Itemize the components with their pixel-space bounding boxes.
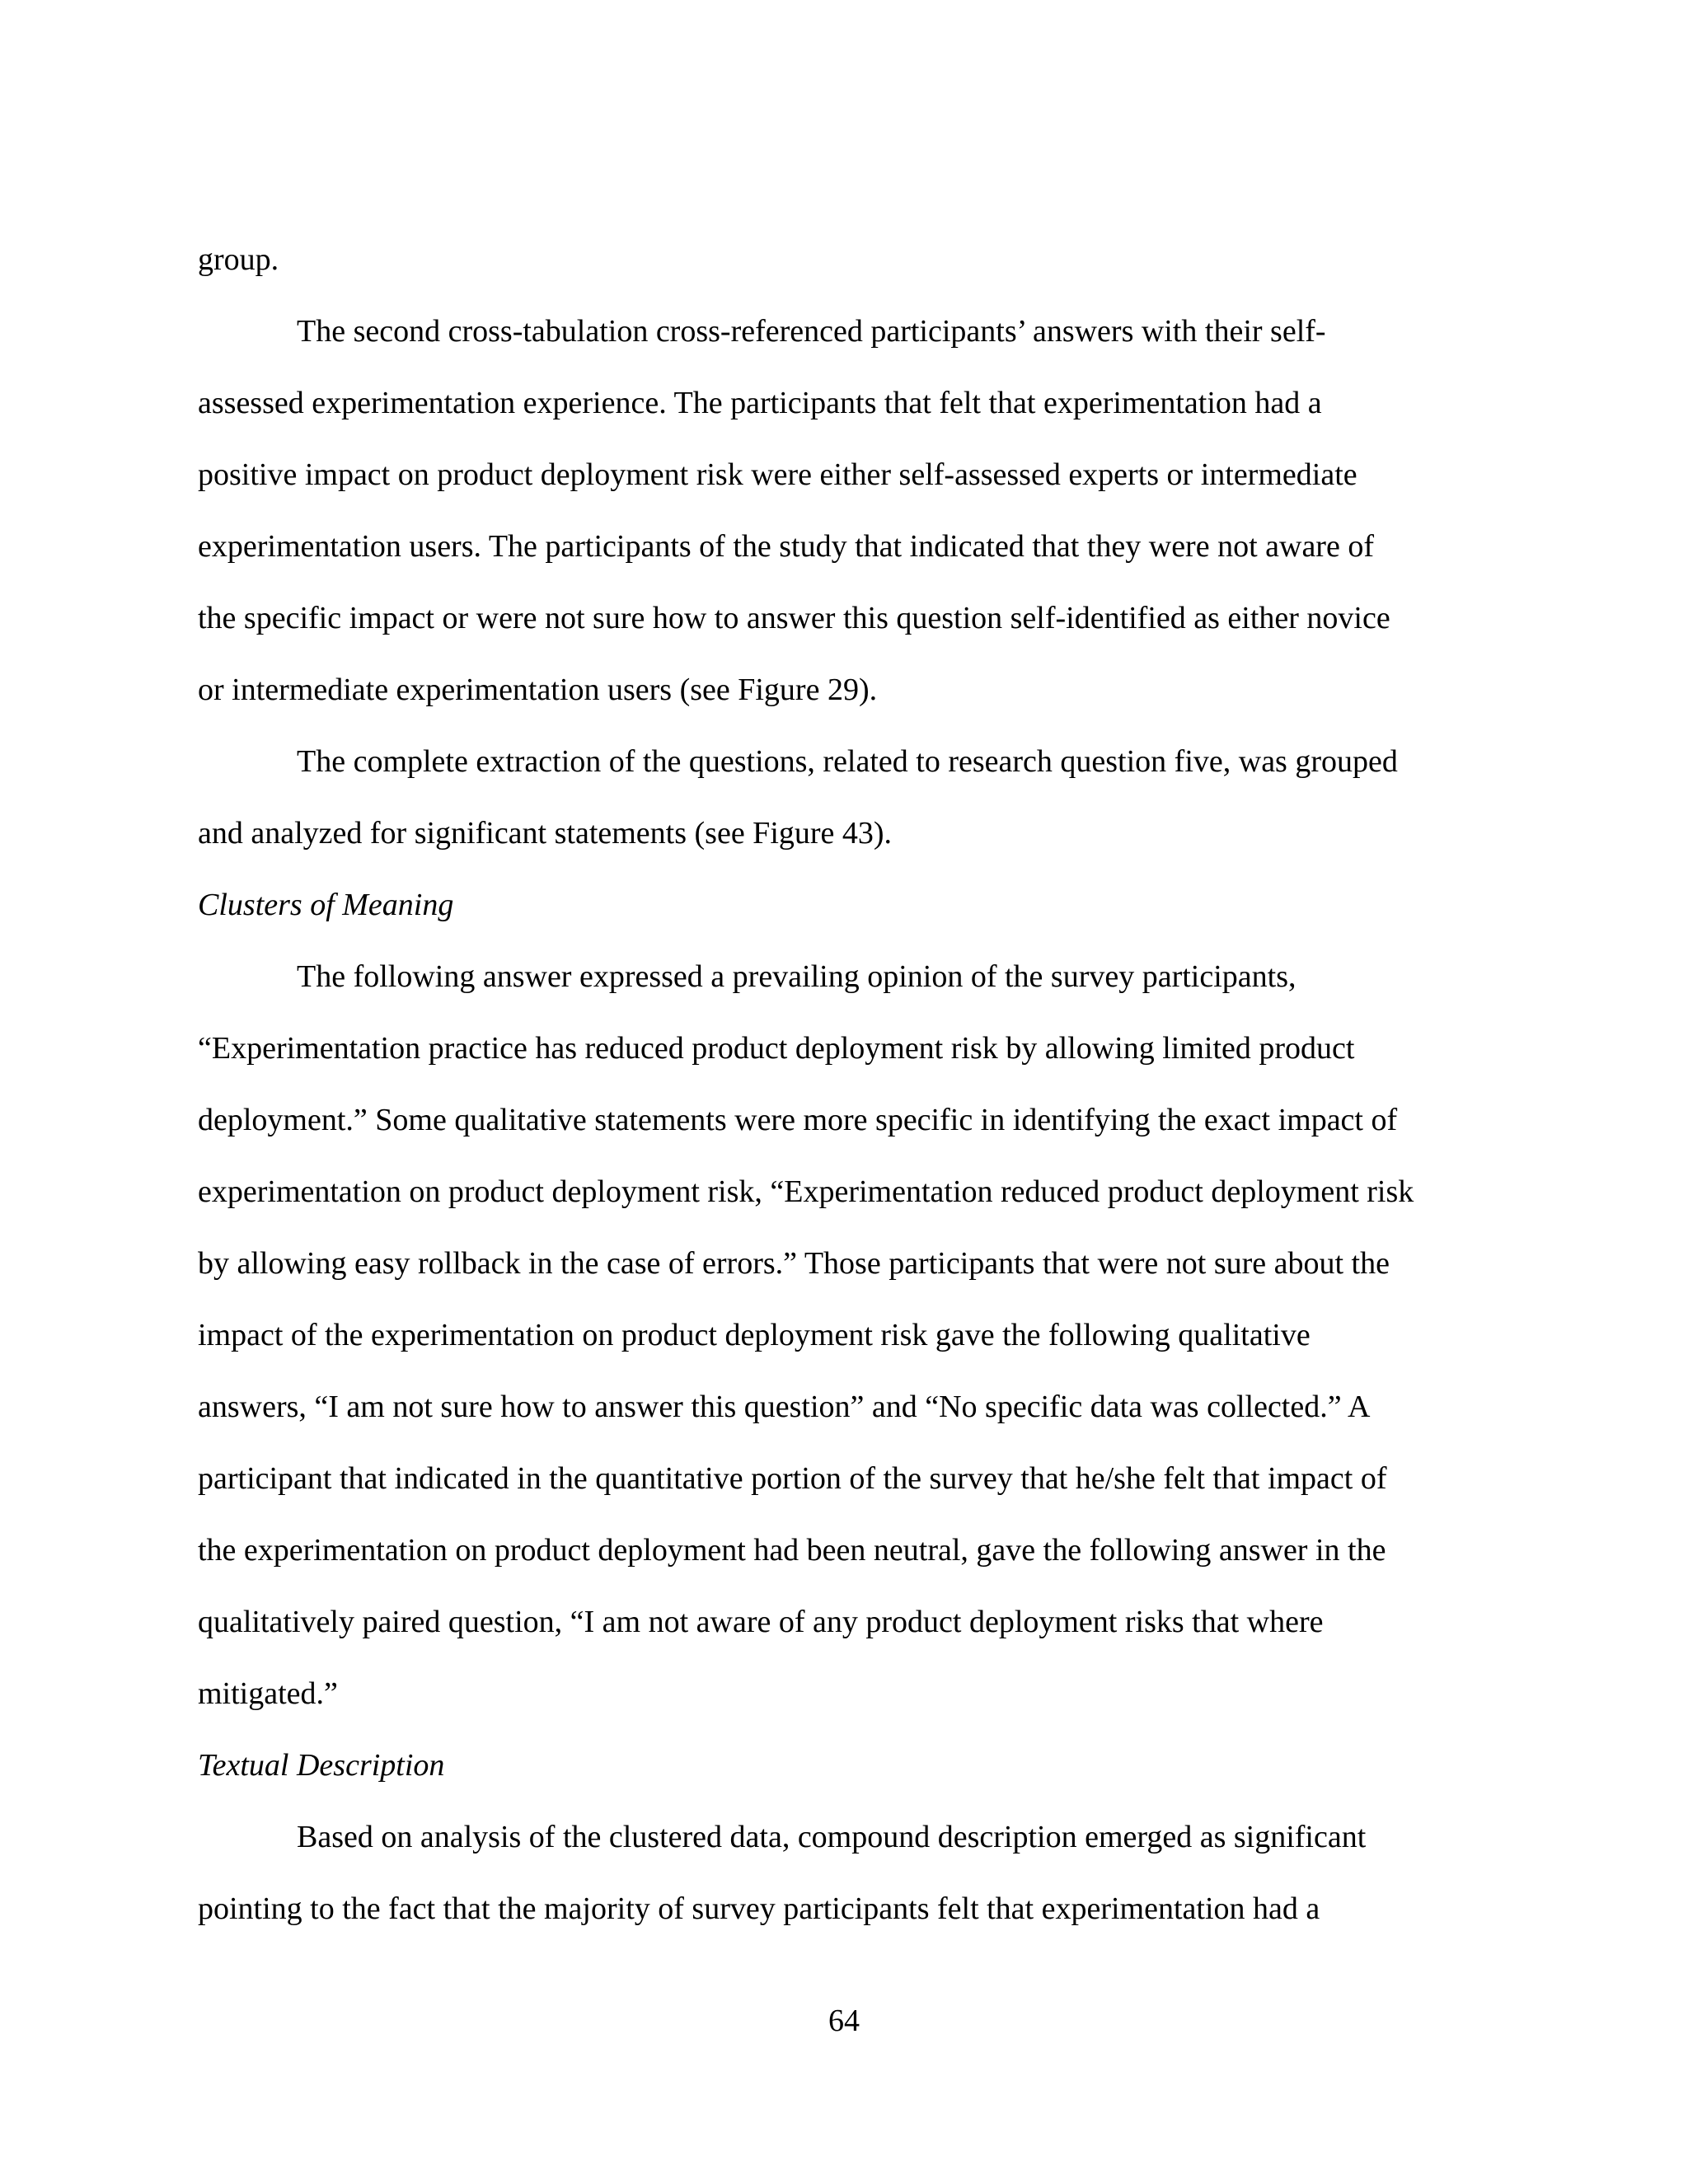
text-line: The following answer expressed a prevailing opinion of the survey participants,: [297, 959, 1296, 994]
text-line: group.: [198, 242, 279, 277]
body-text: [198, 224, 1500, 1945]
text-line: impact of the experimentation on product deployment risk gave the following qualitative: [198, 1318, 1311, 1352]
text-line: and analyzed for significant statements (see Figure 43).: [198, 816, 893, 851]
page-number: 64: [828, 2004, 860, 2038]
section-heading: Clusters of Meaning: [198, 888, 454, 922]
text-line: experimentation users. The participants of the study that indicated that they were not aware of: [198, 529, 1374, 564]
text-line: by allowing easy rollback in the case of errors.” Those participants that were not sure about the: [198, 1246, 1390, 1281]
text-line: assessed experimentation experience. The participants that felt that experimentation had a: [198, 386, 1322, 420]
text-line: Based on analysis of the clustered data, compound description emerged as significant: [297, 1820, 1367, 1854]
text-line: “Experimentation practice has reduced product deployment risk by allowing limited product: [198, 1031, 1355, 1066]
section-heading: Textual Description: [198, 1748, 445, 1783]
text-line: positive impact on product deployment risk were either self-assessed experts or intermediate: [198, 457, 1357, 492]
text-line: or intermediate experimentation users (see Figure 29).: [198, 673, 878, 707]
text-line: qualitatively paired question, “I am not aware of any product deployment risks that where: [198, 1605, 1324, 1639]
text-line: mitigated.”: [198, 1676, 338, 1711]
text-line: the specific impact or were not sure how to answer this question self-identified as either novice: [198, 601, 1390, 635]
text-line: The second cross-tabulation cross-referenced participants’ answers with their self-: [297, 314, 1326, 349]
text-line: deployment.” Some qualitative statements were more specific in identifying the exact impact of: [198, 1103, 1398, 1137]
text-line: participant that indicated in the quantitative portion of the survey that he/she felt that impact of: [198, 1461, 1387, 1496]
text-line: experimentation on product deployment risk, “Experimentation reduced product deployment risk: [198, 1174, 1414, 1209]
text-line: pointing to the fact that the majority of survey participants felt that experimentation had a: [198, 1891, 1320, 1926]
text-line: the experimentation on product deployment had been neutral, gave the following answer in the: [198, 1533, 1386, 1568]
text-line: answers, “I am not sure how to answer this question” and “No specific data was collected.” A: [198, 1390, 1371, 1424]
text-line: The complete extraction of the questions, related to research question five, was grouped: [297, 744, 1398, 779]
